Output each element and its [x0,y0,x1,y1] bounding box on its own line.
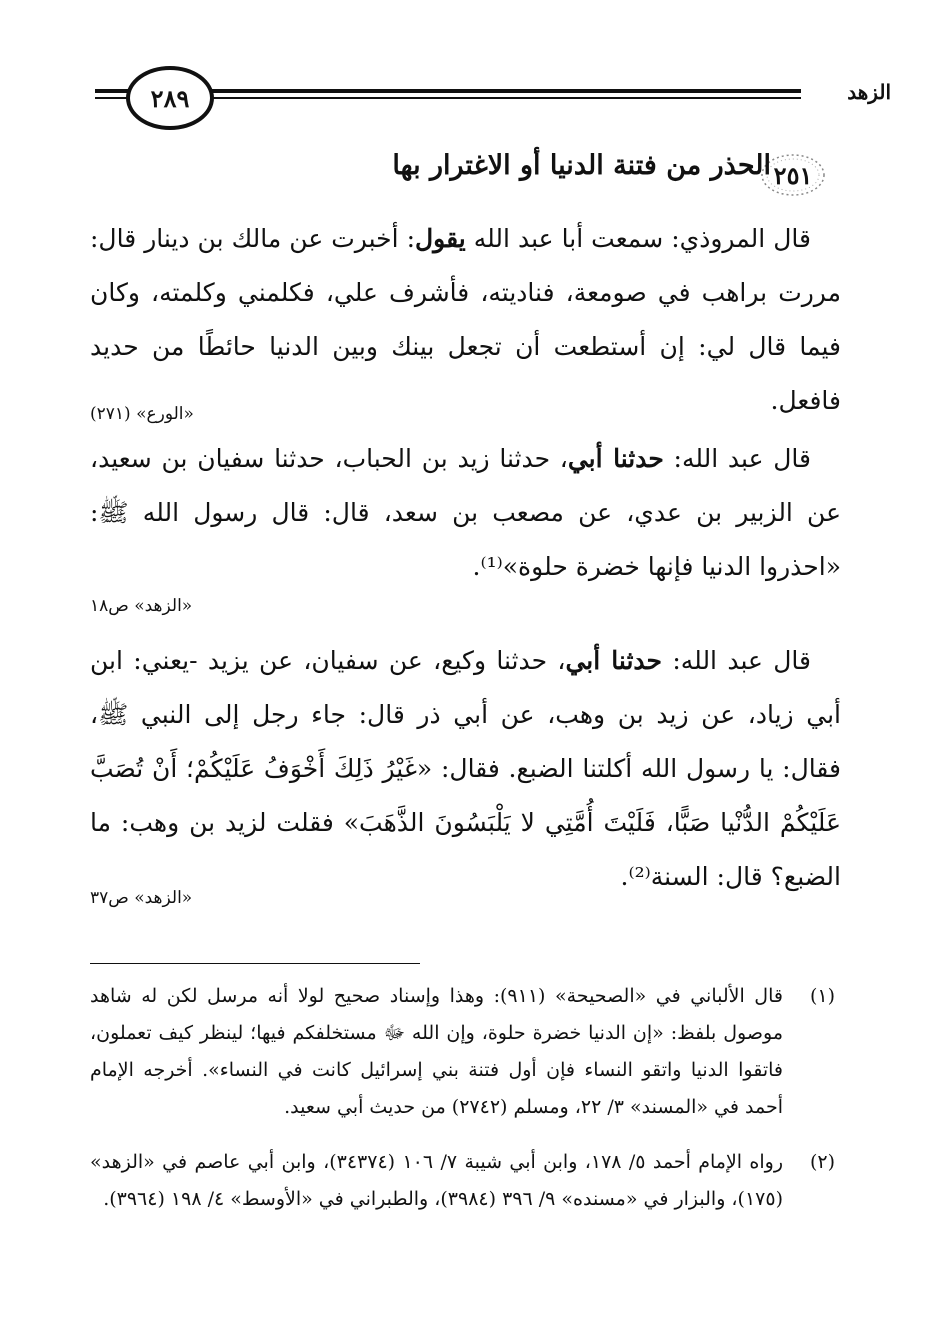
paragraph-bold: حدثنا أبي [565,646,662,675]
footnote-number: (٢) [809,1151,835,1173]
paragraph-text: : أخبرت عن مالك بن دينار قال: مررت براهب في صومعة، فناديته، فأشرف علي، فكلمني وكلمته، وكان فيما قال لي: إن أستطعت أن تجعل بينك وبين الدنيا حائطًا من حديد فافعل. [90,224,841,415]
paragraph-text: ، حدثنا زيد بن الحباب، حدثنا سفيان بن سعيد، عن الزبير بن عدي، عن مصعب بن سعد، قال: قال رسول الله ﷺ: «احذروا الدنيا فإنها خضرة حلوة»⁽¹⁾. [90,444,841,581]
section-number: ٢٥١ [773,160,813,190]
running-title: الزهد [847,80,891,104]
footnote-text: قال الألباني في «الصحيحة» (٩١١): وهذا وإسناد صحيح لولا أنه مرسل لكن له شاهد موصول بلفظ: «إن الدنيا خضرة حلوة، وإن الله ﷻ مستخلفكم فيها؛ لينظر كيف تعملون، فاتقوا الدنيا واتقو النساء فإن أول فتنة بني إسرائيل كانت في النساء». أخرجه الإمام أحمد في «المسند» ٣/ ٢٢، ومسلم (٢٧٤٢) من حديث أبي سعيد. [90,985,783,1118]
source-citation: «الزهد» ص١٨ [90,596,193,616]
paragraph-3 [90,634,841,904]
footnote-text: رواه الإمام أحمد ٥/ ١٧٨، وابن أبي شيبة ٧/ ١٠٦ (٣٤٣٧٤)، وابن أبي عاصم في «الزهد» (١٧٥)، والبزار في «مسنده» ٩/ ٣٩٦ (٣٩٨٤)، والطبراني في «الأوسط» ٤/ ١٩٨ (٣٩٦٤). [90,1151,784,1210]
page-number [126,66,214,130]
paragraph-2 [90,432,841,594]
paragraph-1 [90,212,841,428]
paragraph-lead: قال عبد الله: [662,646,811,675]
footnote-2 [90,1144,835,1218]
footnote-1 [90,978,835,1126]
source-citation: «الزهد» ص٣٧ [90,888,193,908]
footnote-separator [90,963,420,964]
paragraph-text: ، حدثنا وكيع، عن سفيان، عن يزيد -يعني: ابن أبي زياد، عن زيد بن وهب، عن أبي ذر قال: جاء رجل إلى النبي ﷺ، فقال: يا رسول الله أكلتنا الضبع. فقال: «غَيْرُ ذَلِكَ أَخْوَفُ عَلَيْكُمْ؛ أَنْ تُصَبَّ عَلَيْكُمْ الدُّنْيا صَبًّا، فَلَيْتَ أُمَّتِي لا يَلْبَسُونَ الذَّهَبَ» فقلت لزيد بن وهب: ما الضبع؟ قال: السنة⁽²⁾. [90,646,841,891]
paragraph-lead: قال المروذي: سمعت أبا عبد الله [465,224,811,253]
section-title: الحذر من فتنة الدنيا أو الاغترار بها [392,150,771,181]
footnote-number: (١) [809,985,835,1007]
paragraph-bold: حدثنا أبي [567,444,664,473]
source-citation: «الورع» (٢٧١) [90,404,194,424]
page-number-text: ٢٨٩ [150,83,190,113]
paragraph-bold: يقول [415,224,466,253]
paragraph-lead: قال عبد الله: [663,444,811,473]
